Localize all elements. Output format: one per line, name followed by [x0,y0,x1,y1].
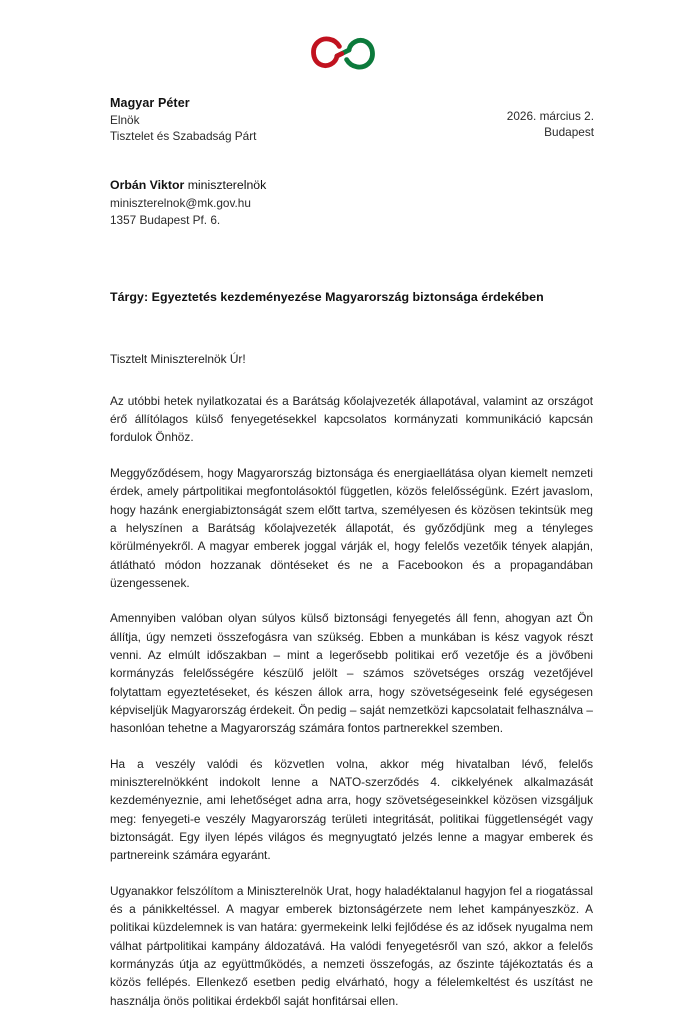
recipient-email: miniszterelnok@mk.gov.hu [110,195,251,210]
letter-date: 2026. március 2. [506,109,594,123]
letterhead-row [0,95,686,145]
recipient-title: miniszterelnök [187,178,267,192]
recipient-address: 1357 Budapest Pf. 6. [110,212,221,227]
sender-party: Tisztelet és Szabadság Párt [110,129,257,144]
paragraph: Ugyanakkor felszólítom a Miniszterelnök Urat, hogy haladéktalanul hagyjon fel a riogatással és a pánikkeltéssel. A magyar emberek biztonságérzete nem lehet kampányeszköz. A politikai küzdelemnek is van határa: gyermekeink lelki fejlődése és az idősek nyugalma nem válhat pártpolitikai kampány áldozatává. Ha valódi fenyegetésről van szó, akkor a felelős kormányzás útja az együttműködés, a nemzeti összefogás, az őszinte tájékoztatás és a közös fellépés. Ellenkező esetben pedig elvárható, hogy a félelemkeltést és uszítást ne használja önös politikai érdekből saját honfitársai ellen. [110,883,593,1008]
logo-container [0,0,686,73]
infinity-loop-logo-icon [307,33,379,73]
letter-place: Budapest [544,124,594,139]
recipient-name-line [110,177,686,194]
sender-name: Magyar Péter [110,96,190,110]
subject-line: Tárgy: Egyeztetés kezdeményezése Magyarország biztonsága érdekében [110,289,544,304]
recipient-name: Orbán Viktor [110,178,185,192]
letter-body [0,392,686,1010]
sender-role: Elnök [110,112,140,127]
salutation: Tisztelt Miniszterelnök Úr! [110,351,246,366]
sender-block [110,95,256,145]
paragraph: Meggyőződésem, hogy Magyarország biztonsága és energiaellátása olyan kiemelt nemzeti érdek, amely pártpolitikai megfontolásoktól független, közös felelősségünk. Ezért javaslom, hogy hazánk energiabiztonságát szem előtt tartva, személyesen és közösen tekintsük meg a helyszínen a Barátság kőolajvezeték állapotát, és győződjünk meg a tényleges körülményekről. A magyar emberek joggal várják el, hogy felelős vezetőik tények alapján, átlátható módon hozzanak döntéseket és ne a Facebookon és a propagandában üzengessenek. [110,465,593,590]
recipient-block [0,177,686,228]
paragraph: Ha a veszély valódi és közvetlen volna, akkor még hivatalban lévő, felelős miniszterelnökként indokolt lenne a NATO-szerződés 4. cikkelyének alkalmazását kezdeményeznie, ami lehetőséget adna arra, hogy szövetségeseinkkel közösen vizsgáljuk meg: fenyegeti-e veszély Magyarország területi integritását, politikai függetlenségét vagy biztonságát. Egy ilyen lépés világos és megnyugtató jelzés lenne a magyar emberek és partnereink számára egyaránt. [110,756,593,863]
date-place-block [507,95,594,141]
paragraph: Az utóbbi hetek nyilatkozatai és a Barátság kőolajvezeték állapotával, valamint az országot érő állítólagos külső fenyegetésekkel kapcsolatos kormányzati kommunikáció kapcsán fordulok Önhöz. [110,393,593,445]
paragraph: Amennyiben valóban olyan súlyos külső biztonsági fenyegetés áll fenn, ahogyan azt Ön állítja, úgy nemzeti összefogásra van szükség. Ebben a munkában is kész vagyok részt venni. Az elmúlt időszakban – mint a legerősebb politikai erő vezetője és a jövőbeni kormányzás felelősségére készülő jelölt – számos szövetséges ország vezetőjével folytattam egyeztetéseket, és készen állok arra, hogy szövetségeseink felé egységesen képviseljük Magyarország érdekeit. Ön pedig – saját nemzetközi kapcsolatait felhasználva – hasonlóan tehetne a Magyarország számára fontos partnerekkel szemben. [110,611,593,736]
